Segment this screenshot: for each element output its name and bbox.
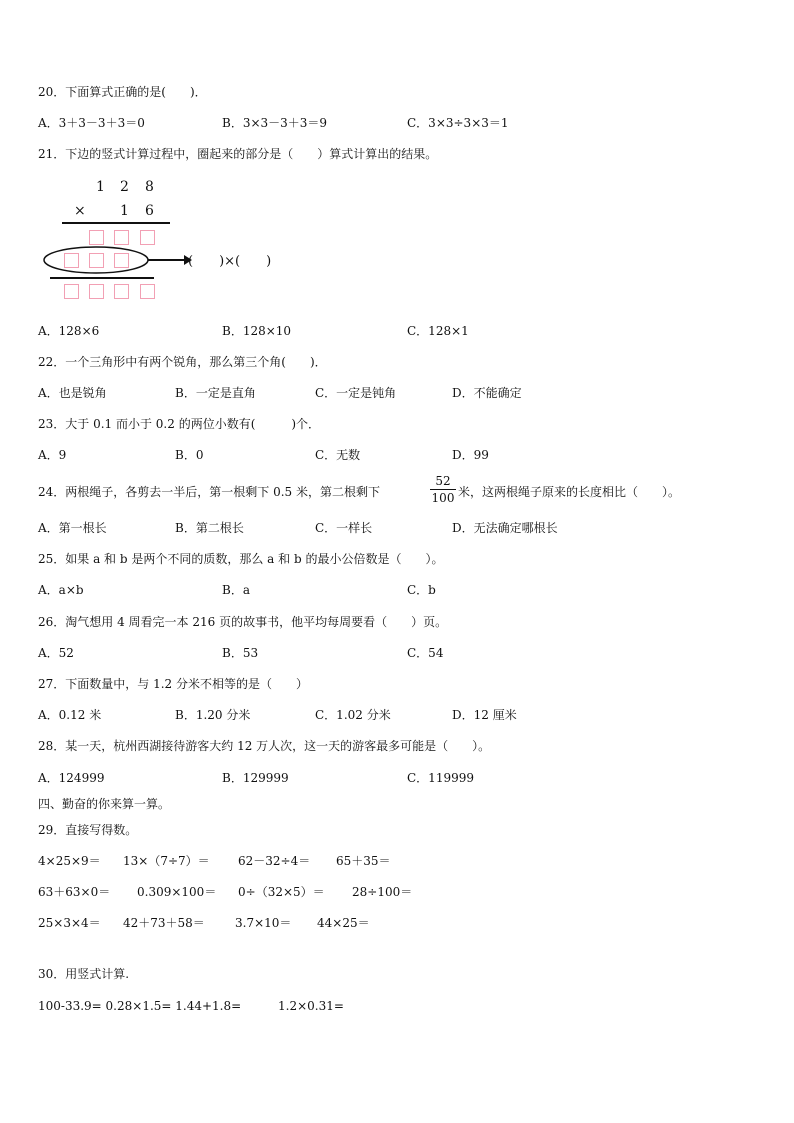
q22-option-a: A．也是锐角 [38, 386, 107, 400]
q27-option-b: B．1.20 分米 [175, 708, 251, 722]
q29-item: 62－32÷4＝ [238, 854, 311, 868]
q21-option-c: C．128×1 [407, 324, 469, 338]
multiplier-digit: 1 [120, 203, 129, 219]
q24-option-c: C．一样长 [315, 521, 373, 535]
q20-option-b: B．3×3－3＋3＝9 [222, 116, 328, 130]
multiplicand-digit: 8 [145, 179, 154, 195]
q28-option-b: B．129999 [222, 771, 289, 785]
q21-option-a: A．128×6 [38, 324, 100, 338]
arrow-blank-expression: ( )×( ) [188, 254, 272, 269]
q27-option-c: C．1.02 分米 [315, 708, 391, 722]
answer-box [64, 284, 79, 299]
q24-stem-after: 米，这两根绳子原来的长度相比（ ）。 [458, 485, 681, 499]
answer-box [140, 284, 155, 299]
q29-item: 0.309×100＝ [137, 885, 217, 899]
q30-stem: 30．用竖式计算. [38, 967, 130, 981]
q22-stem: 22．一个三角形中有两个锐角，那么第三个角( )． [38, 355, 327, 369]
times-sign: × [74, 203, 86, 219]
q28-option-c: C．119999 [407, 771, 474, 785]
q22-option-b: B．一定是直角 [175, 386, 256, 400]
q20-option-a: A．3＋3－3＋3＝0 [38, 116, 145, 130]
q30-items: 100-33.9= 0.28×1.5= 1.44+1.8= [38, 999, 242, 1013]
q29-stem: 29．直接写得数。 [38, 823, 138, 837]
q21-stem: 21．下边的竖式计算过程中，圈起来的部分是（ ）算式计算出的结果。 [38, 147, 438, 161]
fraction-bar [430, 489, 456, 490]
q23-stem: 23．大于 0.1 而小于 0.2 的两位小数有( )个． [38, 417, 321, 431]
answer-box [114, 284, 129, 299]
q29-item: 44×25＝ [317, 916, 370, 930]
q22-option-d: D．不能确定 [452, 386, 522, 400]
q24-option-b: B．第二根长 [175, 521, 244, 535]
q23-option-c: C．无数 [315, 448, 361, 462]
q29-item: 65＋35＝ [336, 854, 391, 868]
q30-item: 1.2×0.31= [278, 999, 344, 1013]
q25-stem: 25．如果 a 和 b 是两个不同的质数，那么 a 和 b 的最小公倍数是（ ）。 [38, 552, 444, 566]
q29-item: 4×25×9＝ [38, 854, 101, 868]
fraction-denominator: 100 [431, 491, 455, 505]
q23-option-a: A．9 [38, 448, 67, 462]
q20-stem: 20．下面算式正确的是( )． [38, 85, 207, 99]
q26-option-a: A．52 [38, 646, 74, 660]
answer-box [89, 284, 104, 299]
q24-option-d: D．无法确定哪根长 [452, 521, 558, 535]
q28-stem: 28．某一天，杭州西湖接待游客大约 12 万人次，这一天的游客最多可能是（ ）。 [38, 739, 491, 753]
q24-stem-before: 24．两根绳子，各剪去一半后，第一根剩下 0.5 米，第二根剩下 [38, 485, 380, 499]
multiplier-digit: 6 [145, 203, 154, 219]
q23-option-b: B．0 [175, 448, 204, 462]
q21-option-b: B．128×10 [222, 324, 292, 338]
q25-option-c: C．b [407, 583, 436, 597]
q26-stem: 26．淘气想用 4 周看完一本 216 页的故事书，他平均每周要看（ ）页。 [38, 615, 448, 629]
sum-line [50, 277, 154, 279]
q27-option-d: D．12 厘米 [452, 708, 517, 722]
q26-option-c: C．54 [407, 646, 444, 660]
q26-option-b: B．53 [222, 646, 259, 660]
q29-item: 63＋63×0＝ [38, 885, 111, 899]
q27-stem: 27．下面数量中，与 1.2 分米不相等的是（ ） [38, 677, 308, 691]
q24-option-a: A．第一根长 [38, 521, 107, 535]
q29-item: 42＋73＋58＝ [123, 916, 205, 930]
q29-item: 25×3×4＝ [38, 916, 101, 930]
q27-option-a: A．0.12 米 [38, 708, 102, 722]
product-line [62, 222, 170, 224]
q20-option-c: C．3×3÷3×3＝1 [407, 116, 509, 130]
q29-item: 0÷（32×5）＝ [238, 885, 325, 899]
section-heading: 四、勤奋的你来算一算。 [38, 797, 171, 811]
q25-option-b: B．a [222, 583, 250, 597]
q23-option-d: D．99 [452, 448, 489, 462]
multiplicand-digit: 2 [120, 179, 129, 195]
q24-fraction [430, 474, 456, 505]
q25-option-a: A．a×b [38, 583, 84, 597]
q29-item: 28÷100＝ [352, 885, 413, 899]
circled-partial-product [40, 242, 200, 280]
fraction-numerator: 52 [435, 474, 451, 488]
multiplicand-digit: 1 [96, 179, 105, 195]
q22-option-c: C．一定是钝角 [315, 386, 397, 400]
q28-option-a: A．124999 [38, 771, 105, 785]
q29-item: 3.7×10＝ [235, 916, 292, 930]
q29-item: 13×（7÷7）＝ [123, 854, 210, 868]
